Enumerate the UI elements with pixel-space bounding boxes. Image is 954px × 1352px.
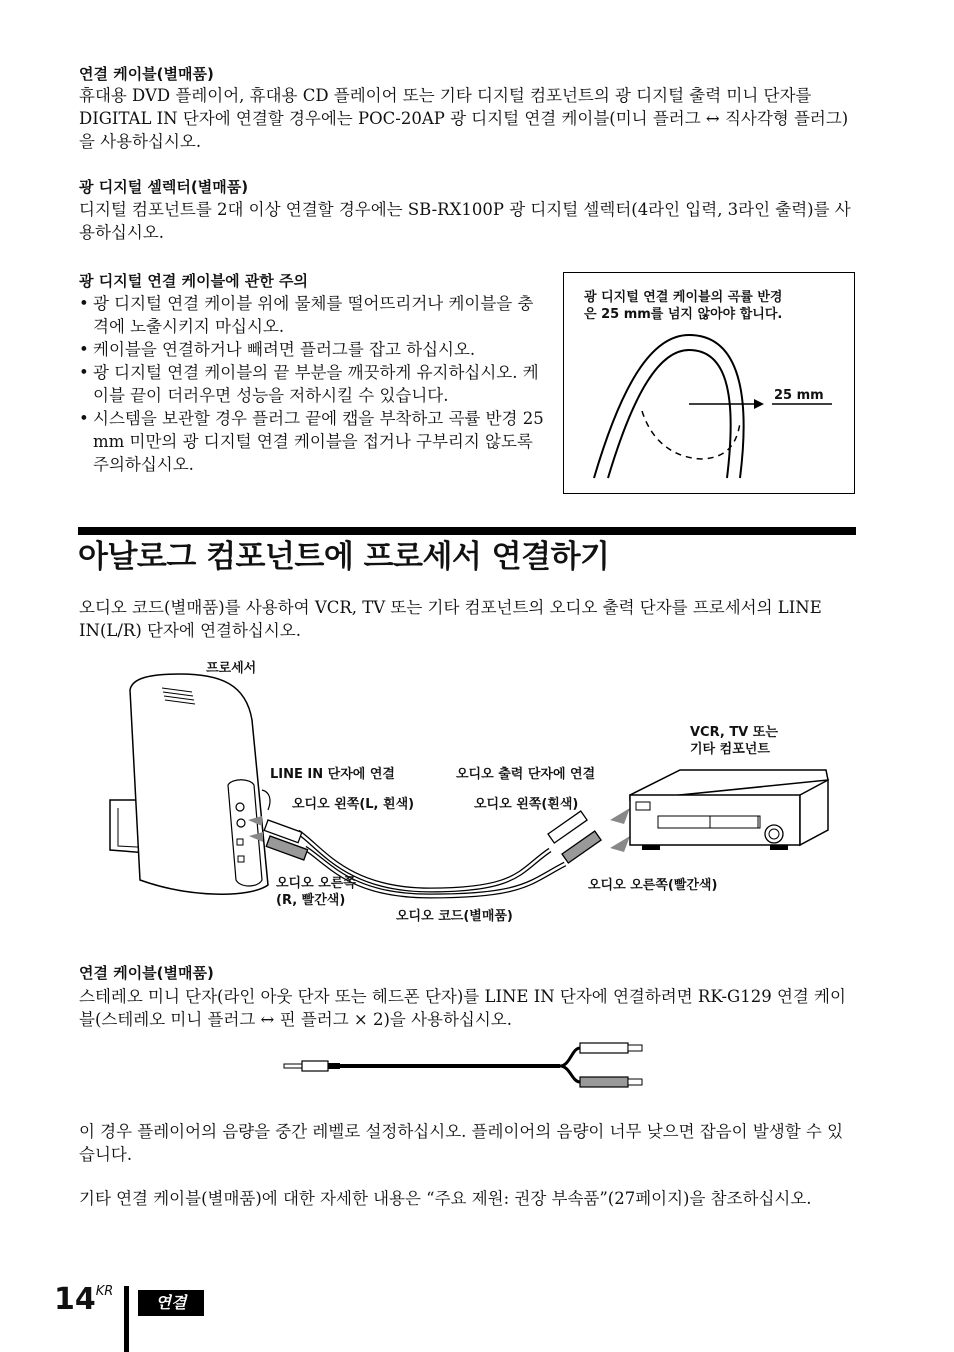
other-cables-note: 기타 연결 케이블(별매품)에 대한 자세한 내용은 “주요 제원: 권장 부속품”(27페이지)을 참조하십시오. [79, 1189, 812, 1208]
bend-radius-label: 25 mm [774, 388, 824, 403]
label-left-component: 오디오 왼쪽(흰색) [474, 797, 579, 812]
label-audio-out: 오디오 출력 단자에 연결 [456, 767, 596, 782]
section-text-optical-selector: 디지털 컴포넌트를 2대 이상 연결할 경우에는 SB-RX100P 광 디지털 셀렉터(4라인 입력, 3라인 출력)를 사용하십시오. [79, 200, 851, 242]
label-audio-cord: 오디오 코드(별매품) [396, 909, 513, 924]
page-title: 아날로그 컴포넌트에 프로세서 연결하기 [78, 539, 610, 575]
section-text-connection-cable: 휴대용 DVD 플레이어, 휴대용 CD 플레이어 또는 기타 디지털 컴포넌트의 광 디지털 출력 미니 단자를 DIGITAL IN 단자에 연결할 경우에는 POC-20AP 광 디지털 연결 케이블(미니 플러그 ↔ 직사각형 플러그)을 사용하십시오. [79, 86, 849, 151]
caution-item: • 케이블을 연결하거나 빼려면 플러그를 잡고 하십시오. [79, 338, 549, 361]
label-left-processor: 오디오 왼쪽(L, 흰색) [292, 797, 415, 812]
page-number-suffix: KR [95, 1284, 114, 1299]
label-right-processor-line1: 오디오 오른쪽 [276, 876, 356, 891]
chapter-tab: 연결 [138, 1290, 204, 1316]
caution-item: • 광 디지털 연결 케이블의 끝 부분을 깨끗하게 유지하십시오. 케이블 끝이 더러우면 성능을 저하시킬 수 있습니다. [79, 361, 549, 407]
bend-radius-figure [563, 272, 855, 494]
section-rule [78, 527, 856, 535]
section-heading-optical-selector: 광 디지털 셀렉터(별매품) [79, 178, 249, 196]
page-number [54, 1282, 113, 1318]
label-right-component: 오디오 오른쪽(빨간색) [588, 878, 718, 893]
caution-item: • 광 디지털 연결 케이블 위에 물체를 떨어뜨리거나 케이블을 충격에 노출시키지 마십시오. [79, 292, 549, 338]
cable-bend-illustration [564, 273, 856, 495]
page-number-value: 14 [54, 1282, 96, 1317]
volume-note: 이 경우 플레이어의 음량을 중간 레벨로 설정하십시오. 플레이어의 음량이 너무 낮으면 잡음이 발생할 수 있습니다. [79, 1122, 844, 1164]
footer-bar [124, 1286, 129, 1352]
section-heading-stereo-cable: 연결 케이블(별매품) [79, 964, 214, 982]
label-processor: 프로세서 [206, 661, 257, 676]
label-vcr-line2: 기타 컴포넌트 [690, 742, 770, 757]
bend-radius-caption-line2: 은 25 mm를 넘지 않아야 합니다. [584, 307, 783, 322]
connection-diagram [0, 650, 954, 950]
bend-radius-caption-line1: 광 디지털 연결 케이블의 곡률 반경 [584, 290, 783, 305]
intro-text: 오디오 코드(별매품)를 사용하여 VCR, TV 또는 기타 컴포넌트의 오디오 출력 단자를 프로세서의 LINE IN(L/R) 단자에 연결하십시오. [79, 598, 822, 640]
caution-item: • 시스템을 보관할 경우 플러그 끝에 캡을 부착하고 곡률 반경 25 mm 미만의 광 디지털 연결 케이블을 접거나 구부리지 않도록 주의하십시오. [79, 407, 549, 476]
section-heading-connection-cable: 연결 케이블(별매품) [79, 65, 214, 83]
caution-list [79, 292, 549, 476]
rk-g129-cable-illustration [280, 1032, 660, 1102]
label-line-in: LINE IN 단자에 연결 [270, 767, 395, 782]
label-vcr-line1: VCR, TV 또는 [690, 725, 778, 740]
section-text-stereo-cable: 스테레오 미니 단자(라인 아웃 단자 또는 헤드폰 단자)를 LINE IN 단자에 연결하려면 RK-G129 연결 케이블(스테레오 미니 플러그 ↔ 핀 플러그 × 2)을 사용하십시오. [79, 987, 846, 1029]
label-right-processor-line2: (R, 빨간색) [276, 893, 346, 908]
section-heading-optical-caution: 광 디지털 연결 케이블에 관한 주의 [79, 272, 308, 290]
